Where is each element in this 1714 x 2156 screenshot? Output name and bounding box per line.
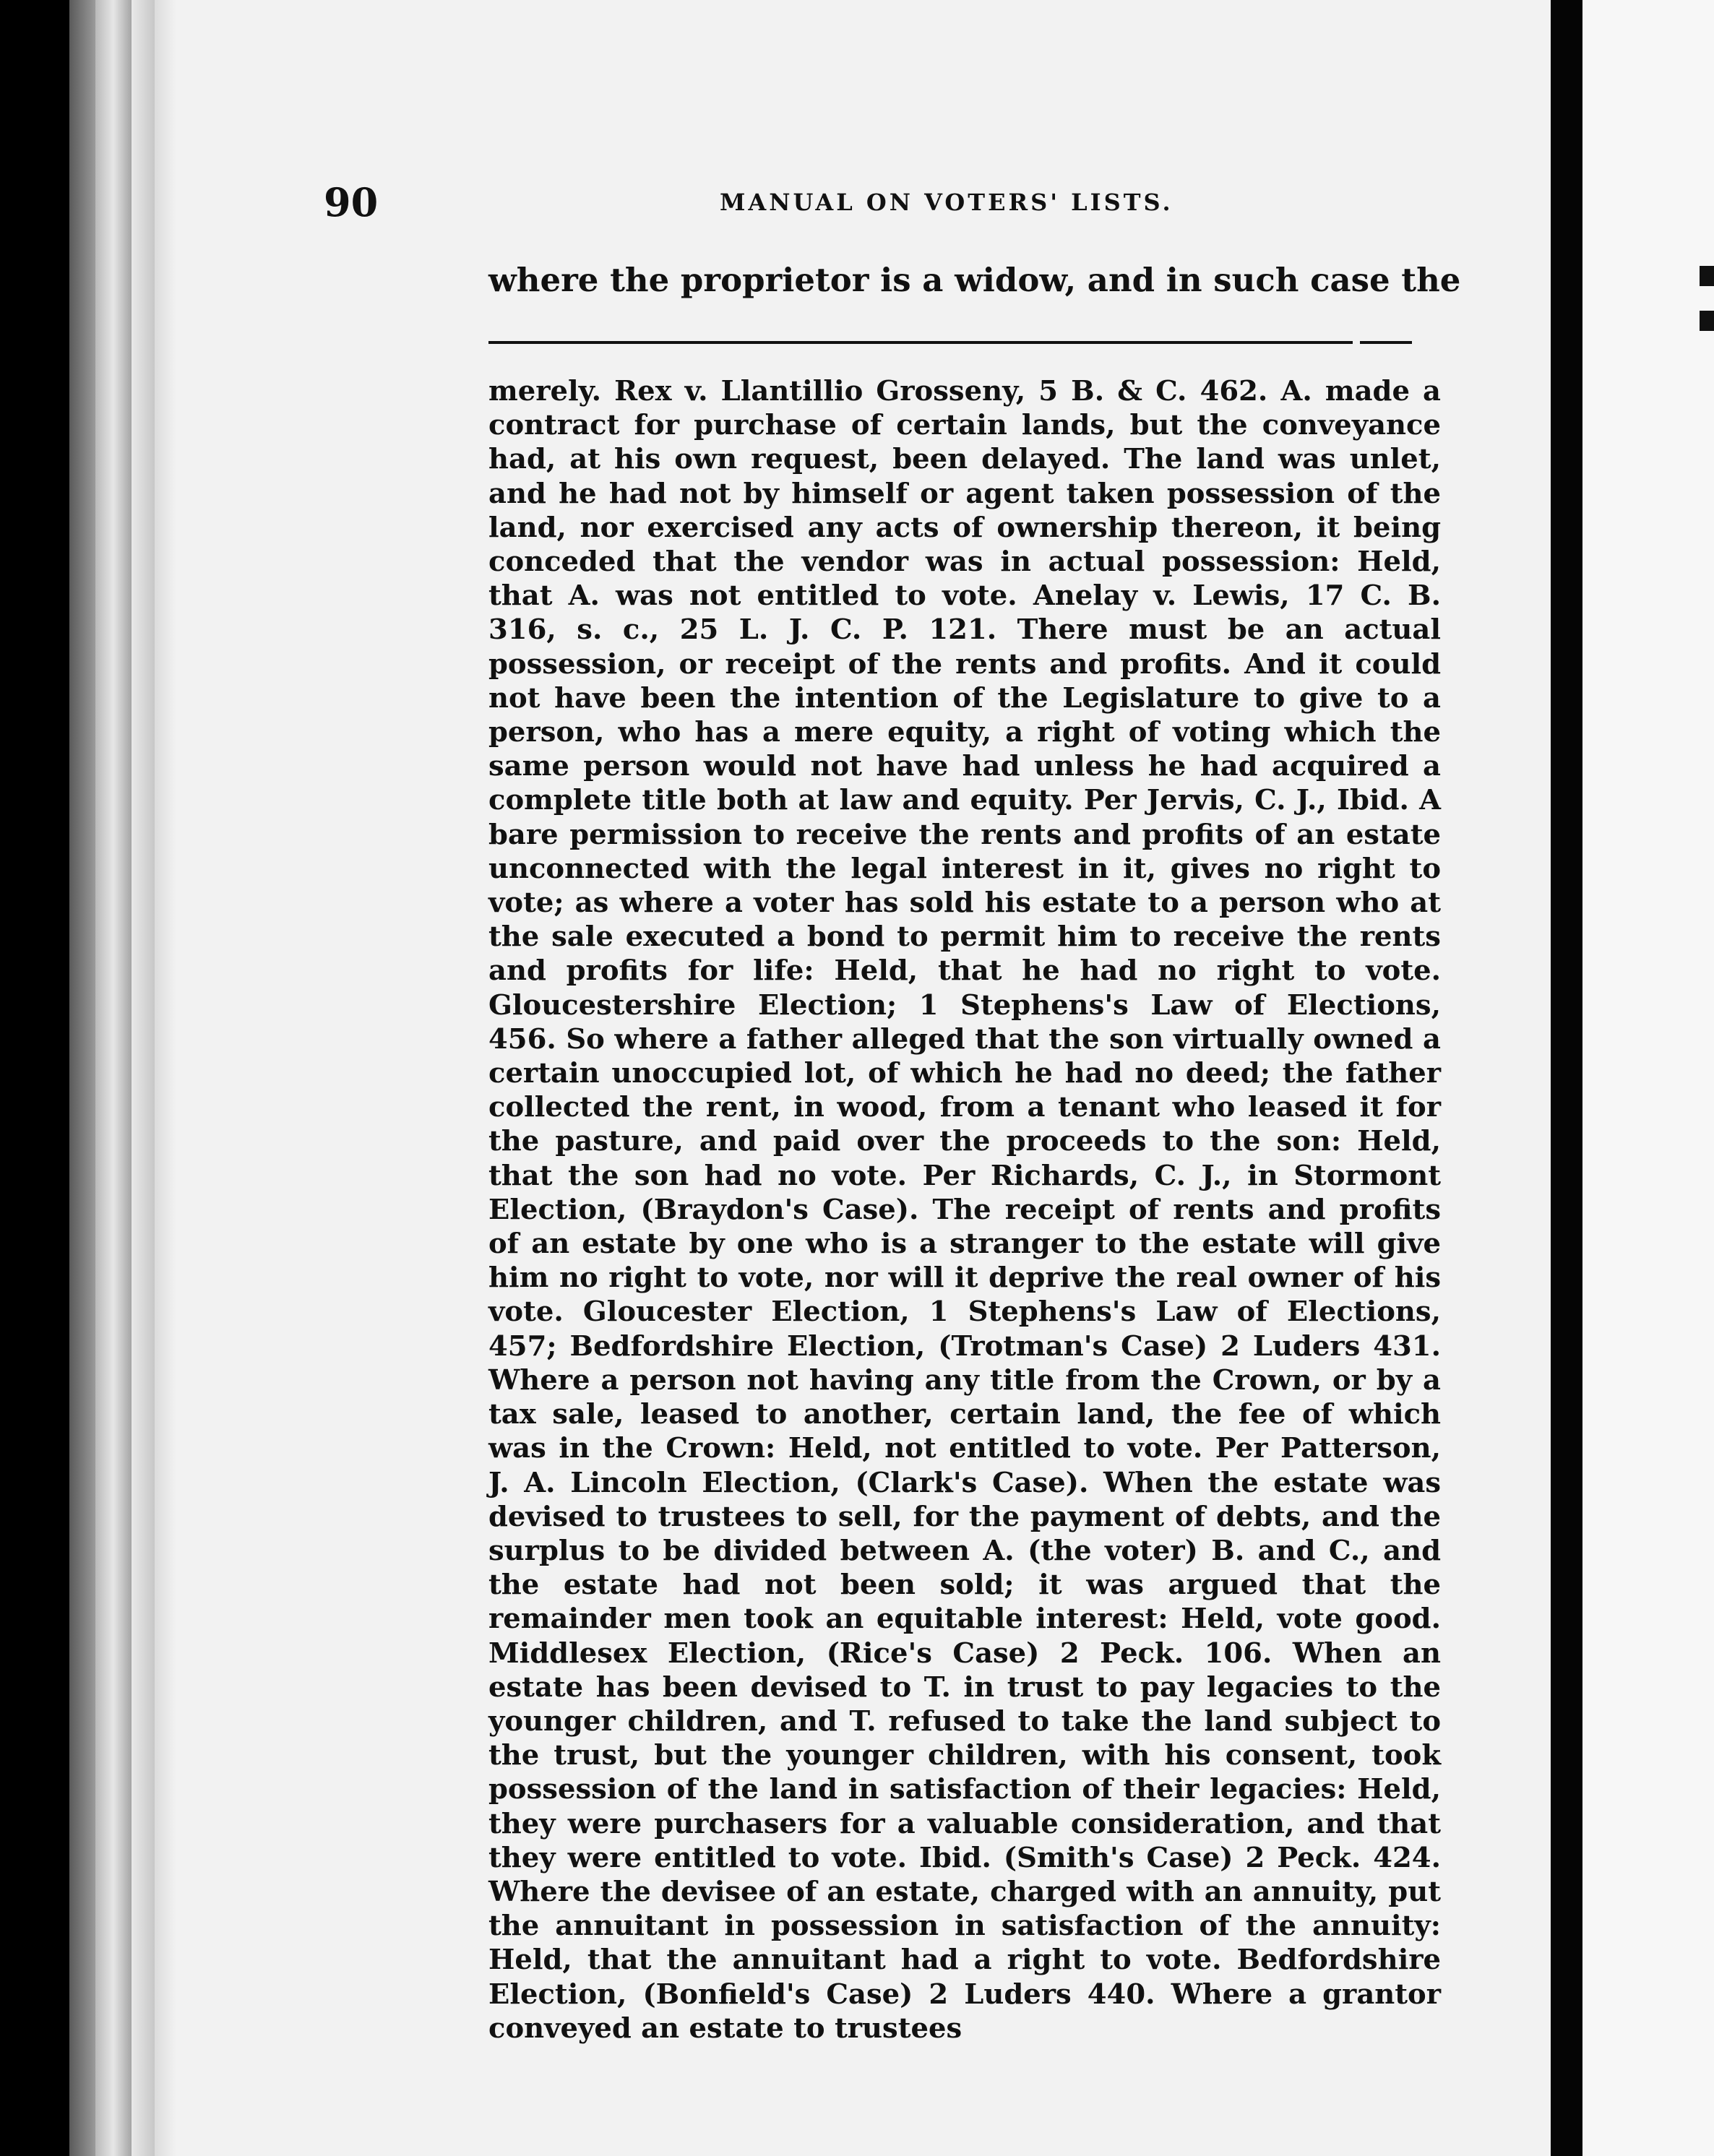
gutter-shadow (1551, 0, 1582, 2156)
adjacent-page-ink (1700, 266, 1714, 286)
page-number: 90 (324, 179, 379, 225)
running-head (324, 179, 1465, 225)
adjacent-page-ink (1700, 311, 1714, 331)
adjacent-page (1582, 0, 1714, 2156)
footnote-rule-short (1360, 341, 1412, 344)
page-edge-stack (155, 0, 176, 2156)
running-title: MANUAL ON VOTERS' LISTS. (720, 189, 1173, 216)
page-edge-shadow (69, 0, 95, 2156)
page-edge-stack (132, 0, 155, 2156)
page-edge-stack (95, 0, 132, 2156)
footnote-rule (488, 341, 1353, 344)
footnote-text: merely. Rex v. Llantillio Grosseny, 5 B. & C. 462. A. made a contract for purchase of certain lands, but the conveyance had, at his own request, been delayed. The land was unlet, and he had not by himself or agent taken possession of the land, nor exercised any acts of ownership thereon, it being conceded that the vendor was in actual possession: Held, that A. was not entitled to vote. Anelay v. Lewis, 17 C. B. 316, s. c., 25 L. J. C. P. 121. There must be an actual possession, or receipt of the rents and profits. And it could not have been the intention of the Legislature to give to a person, who has a mere equity, a right of voting which the same person would not have had unless he had acquired a complete title both at law and equity. Per Jervis, C. J., Ibid. A bare permission to receive the rents and profits of an estate unconnected with the legal interest in it, gives no right to vote; as where a voter has sold his estate to a person who at the sale executed a bond to permit him to receive the rents and profits for life: Held, that he had no right to vote. Gloucestershire Election; 1 Stephens's Law of Elections, 456. So where a father alleged that the son virtually owned a certain unoccupied lot, of which he had no deed; the father collected the rent, in wood, from a tenant who leased it for the pasture, and paid over the proceeds to the son: Held, that the son had no vote. Per Richards, C. J., in Stormont Election, (Braydon's Case). The receipt of rents and profits of an estate by one who is a stranger to the estate will give him no right to vote, nor will it deprive the real owner of his vote. Gloucester Election, 1 Stephens's Law of Elections, 457; Bedfordshire Election, (Trotman's Case) 2 Luders 431. Where a person not having any title from the Crown, or by a tax sale, leased to another, certain land, the fee of which was in the Crown: Held, not entitled to vote. Per Patterson, J. A. Lincoln Election, (Clark's Case). When the estate was devised to trustees to sell, for the payment of debts, and the surplus to be divided between A. (the voter) B. and C., and the estate had not been sold; it was argued that the remainder men took an equitable interest: Held, vote good. Middlesex Election, (Rice's Case) 2 Peck. 106. When an estate has been devised to T. in trust to pay legacies to the younger children, and T. refused to take the land subject to the trust, but the younger children, with his consent, took possession of the land in satisfaction of their legacies: Held, they were purchasers for a valuable consideration, and that they were entitled to vote. Ibid. (Smith's Case) 2 Peck. 424. Where the devisee of an estate, charged with an annuity, put the annuitant in possession in satisfaction of the annuity: Held, that the annuitant had a right to vote. Bedfordshire Election, (Bonfield's Case) 2 Luders 440. Where a grantor conveyed an estate to trustees (488, 375, 1441, 2045)
main-text-line: where the proprietor is a widow, and in such case the (488, 261, 1461, 299)
